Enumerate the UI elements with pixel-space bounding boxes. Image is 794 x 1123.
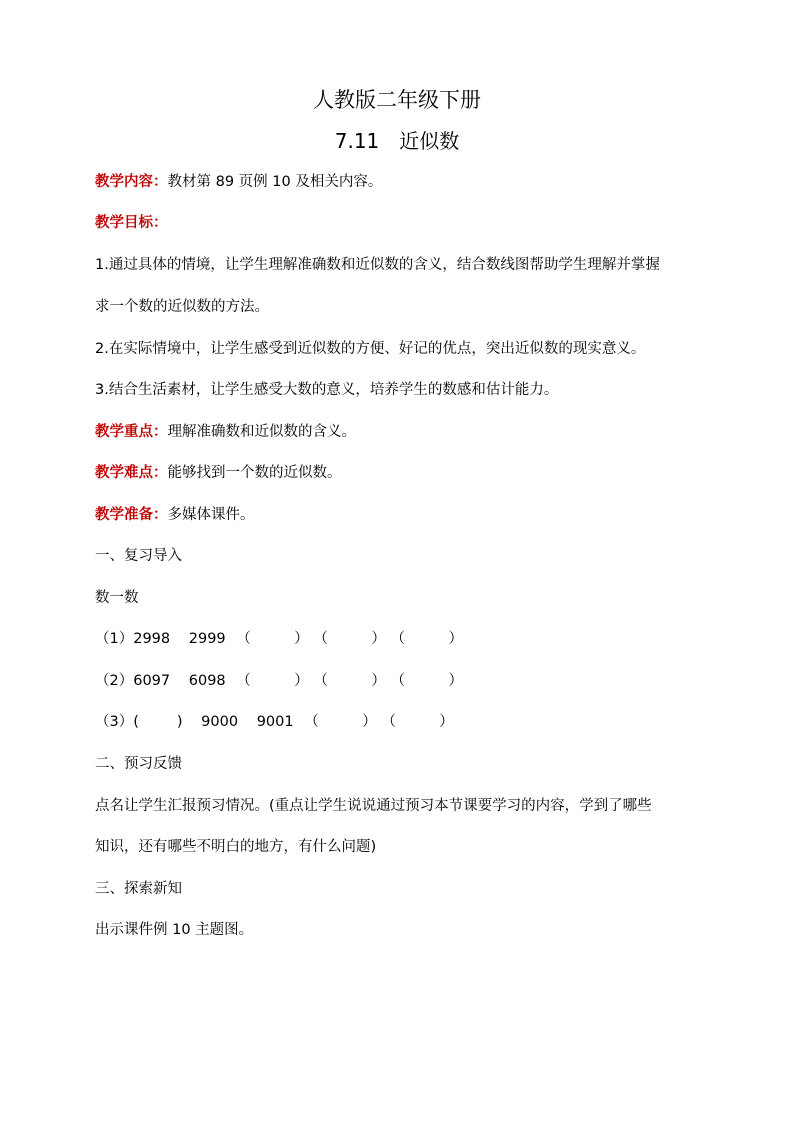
section-1-heading: 一、复习导入 bbox=[95, 548, 182, 564]
count-row-1 bbox=[95, 629, 463, 649]
goal-1-line-2: 求一个数的近似数的方法。 bbox=[95, 299, 269, 315]
content-label: 教学内容： bbox=[95, 174, 168, 190]
row-2-blank-2: （ ） bbox=[313, 673, 386, 689]
content-text: 教材第 89 页例 10 及相关内容。 bbox=[167, 174, 383, 190]
section-3-line-1: 出示课件例 10 主题图。 bbox=[95, 922, 254, 938]
row-1-prefix: （1）2998 bbox=[95, 631, 171, 647]
row-3-number-2: 9001 bbox=[256, 714, 294, 730]
goals-heading bbox=[95, 213, 168, 233]
goal-1-line-1: 1.通过具体的情境，让学生理解准确数和近似数的含义，结合数线图帮助学生理解并掌握 bbox=[95, 257, 660, 273]
count-row-3 bbox=[95, 712, 454, 732]
row-3-prefix: （3）( bbox=[95, 714, 139, 730]
row-1-blank-3: （ ） bbox=[390, 631, 463, 647]
row-3-number-1: 9000 bbox=[201, 714, 239, 730]
lesson-subtitle: 7.11 近似数 bbox=[334, 129, 460, 153]
key-point-label: 教学重点： bbox=[95, 424, 168, 440]
row-1-number-2: 2999 bbox=[188, 631, 226, 647]
row-2-number-2: 6098 bbox=[188, 673, 226, 689]
row-2-prefix: （2）6097 bbox=[95, 673, 171, 689]
row-2-blank-1: （ ） bbox=[236, 673, 309, 689]
section-2-line-1: 点名让学生汇报预习情况。(重点让学生说说通过预习本节课要学习的内容，学到了哪些 bbox=[95, 798, 652, 814]
difficulty-label: 教学难点： bbox=[95, 465, 168, 481]
document-title: 人教版二年级下册 bbox=[313, 88, 481, 112]
difficulty-text: 能够找到一个数的近似数。 bbox=[167, 465, 342, 481]
section-2-line-2: 知识，还有哪些不明白的地方，有什么问题) bbox=[95, 839, 377, 855]
row-3-blank-2: （ ） bbox=[381, 714, 454, 730]
difficulty-line bbox=[95, 463, 342, 483]
content-line bbox=[95, 172, 382, 192]
preparation-label: 教学准备： bbox=[95, 507, 168, 523]
section-2-heading: 二、预习反馈 bbox=[95, 756, 182, 772]
count-row-2 bbox=[95, 671, 463, 691]
row-1-blank-1: （ ） bbox=[236, 631, 309, 647]
key-point-text: 理解准确数和近似数的含义。 bbox=[167, 424, 356, 440]
row-3-blank-1: （ ） bbox=[304, 714, 377, 730]
row-1-blank-2: （ ） bbox=[313, 631, 386, 647]
row-2-blank-3: （ ） bbox=[390, 673, 463, 689]
key-point-line bbox=[95, 422, 356, 442]
preparation-line bbox=[95, 505, 255, 525]
goal-2: 2.在实际情境中，让学生感受到近似数的方便、好记的优点，突出近似数的现实意义。 bbox=[95, 341, 646, 357]
goal-3: 3.结合生活素材，让学生感受大数的意义，培养学生的数感和估计能力。 bbox=[95, 382, 559, 398]
preparation-text: 多媒体课件。 bbox=[167, 507, 255, 523]
section-3-heading: 三、探索新知 bbox=[95, 881, 182, 897]
goals-label: 教学目标： bbox=[95, 215, 168, 231]
section-1-intro: 数一数 bbox=[95, 590, 139, 606]
row-3-blank-end: ) bbox=[176, 714, 183, 730]
